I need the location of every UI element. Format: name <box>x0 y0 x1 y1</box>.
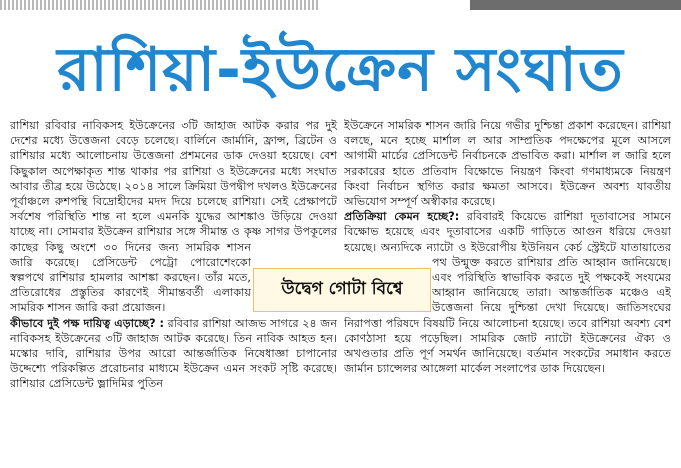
top-decorative-stripe <box>0 0 318 10</box>
top-gray-bar <box>470 0 681 10</box>
callout-box <box>253 268 431 312</box>
left-subhead: কীভাবে দুই পক্ষ দায়িত্ব এড়াচ্ছে? : <box>10 316 164 330</box>
left-paragraph-2 <box>10 316 337 392</box>
headline: রাশিয়া-ইউক্রেন সংঘাত <box>57 35 624 105</box>
right-paragraph-2-text-a: রবিবারই কিয়েভে রাশিয়া দূতাবাসের সামনে বিক্ষোভ হয়েছে এবং দূতাবাসের একটি গাড়িতে আগুন ধরিয়ে দেওয়া হয়েছে। অন্যদিকে ন্যাটো ও ইউরোপীয় ইউনিয়ন কের্চ স্ট্রেইটে <box>344 210 671 254</box>
left-paragraph-2-text: রবিবার রাশিয়া আজভ সাগরে ২৪ জন নাবিকসহ ইউক্রেনের ৩টি জাহাজ আটক করেছে। তিন নাবিক আহত হন। মস্কোর দাবি, রাশিয়ার উপর আরো আন্তর্জাতিক নিষেধাজ্ঞা চাপানোর উদ্দেশ্যে পরিকল্পিত প্ররোচনার মাধ্যমে ইউক্রেন এমন সংকট সৃষ্টি করেছে। রাশিয়ার প্রেসিডেন্ট ভ্লাদিমির পুতিন <box>10 316 337 391</box>
left-paragraph-1-text-a: রাশিয়া রবিবার নাবিকসহ ইউক্রেনের ৩টি জাহাজ আটক করার পর দুই দেশের মধ্যে উত্তেজনা বেড়ে চলেছে। বার্লিনে জার্মানি, ফ্রান্স, ব্রিটেন ও রাশিয়ার মধ্যে আলোচনায় উত্তেজনা প্রশমনের ডাক দেওয়া হয়েছে। বেশ কিছুকাল অপেক্ষাকৃত শান্ত থাকার পর রাশিয়া ও ইউক্রেনের মধ্যে সংঘাত আবার তীব্র হয়ে উঠেছে। ২০১৪ সালে ক্রিমিয়া উপদ্বীপ দখলও ইউক্রেনের পূর্বাঞ্চলে রুশপন্থি বিদ্রোহীদের মদদ দিয়ে চলেছে রাশিয়া। সেই প্রেক্ষাপটে সর্বশেষ পরিস্থিতি শান্ত না হলে এমনকি যুদ্ধের আশঙ্কাও উড়িয়ে দেওয়া যাচ্ছে না। সোমবার ইউক্রেন রাশিয়ার সঙ্গে সীমান্ত ও কৃষ্ণ সাগর <box>10 119 337 239</box>
left-paragraph-1-text-b: উপকূলের কাছের কিছু অংশে ৩০ দিনের জন্য সামরিক শাসন জারি করেছে। প্রেসিডেন্ট পেট্রো পোরোশেংকো স্বল্পপথে রাশিয়ার হামলার আশঙ্কা করছেন। তাঁর মতে, প্রতিরোধের প্রস্তুতির কারণেই সীমান্তবর্তী এলাকায় সামরিক শাসন জারি করা প্রয়োজন। <box>10 225 337 315</box>
callout-text: উদ্বেগ গোটা বিশ্বে <box>281 279 403 299</box>
right-paragraph-1: ইউক্রেনে সামরিক শাসন জারি নিয়ে গভীর দুশ্চিন্তা প্রকাশ করেছেন। রাশিয়া বলছে, মনে হচ্ছে মার্শাল ল আর সাম্প্রতিক পদক্ষেপের মূলে আসলে আগামী মার্চের প্রেসিডেন্ট নির্বাচনকে প্রভাবিত করা। মার্শাল ল জারি হলে সরকারের হাতে প্রতিবাদ বিক্ষোভে নিয়ন্ত্রণ কিংবা গণমাধ্যমকে নিয়ন্ত্রণ কিংবা নির্বাচন স্থগিত করার ক্ষমতা আসবে। ইউক্রেন অবশ্য যাবতীয় অভিযোগ সম্পূর্ণ অস্বীকার করেছে। <box>344 119 671 209</box>
right-subhead: প্রতিক্রিয়া কেমন হচ্ছে?: <box>344 210 460 224</box>
right-paragraph-2-text-b: যাতায়াতের পথ উন্মুক্ত করতে রাশিয়ার প্রতি আহ্বান জানিয়েছে। এবং পরিস্থিতি স্বাভাবিক করতে দুই পক্ষকেই সংযমের আহ্বান জানিয়েছে তারা। আন্তর্জাতিক মঞ্চেও এই উত্তেজনা নিয়ে দুশ্চিন্তা দেখা দিয়েছে। জাতিসংঘের নিরাপত্তা পরিষদে বিষয়টি নিয়ে আলোচনা হয়েছে। তবে রাশিয়া অবশ্য বেশ কোণঠাসা হয়ে পড়েছিল। সামরিক জোট ন্যাটো ইউক্রেনের ঐক্য ও অখণ্ডতার প্রতি পূর্ণ সমর্থন জানিয়েছে। বর্তমান সংকটের সমাধান করতে জার্মান চ্যান্সেলর আঙ্গেলা মার্কেল সংলাপের ডাক দিয়েছেন। <box>344 240 671 376</box>
